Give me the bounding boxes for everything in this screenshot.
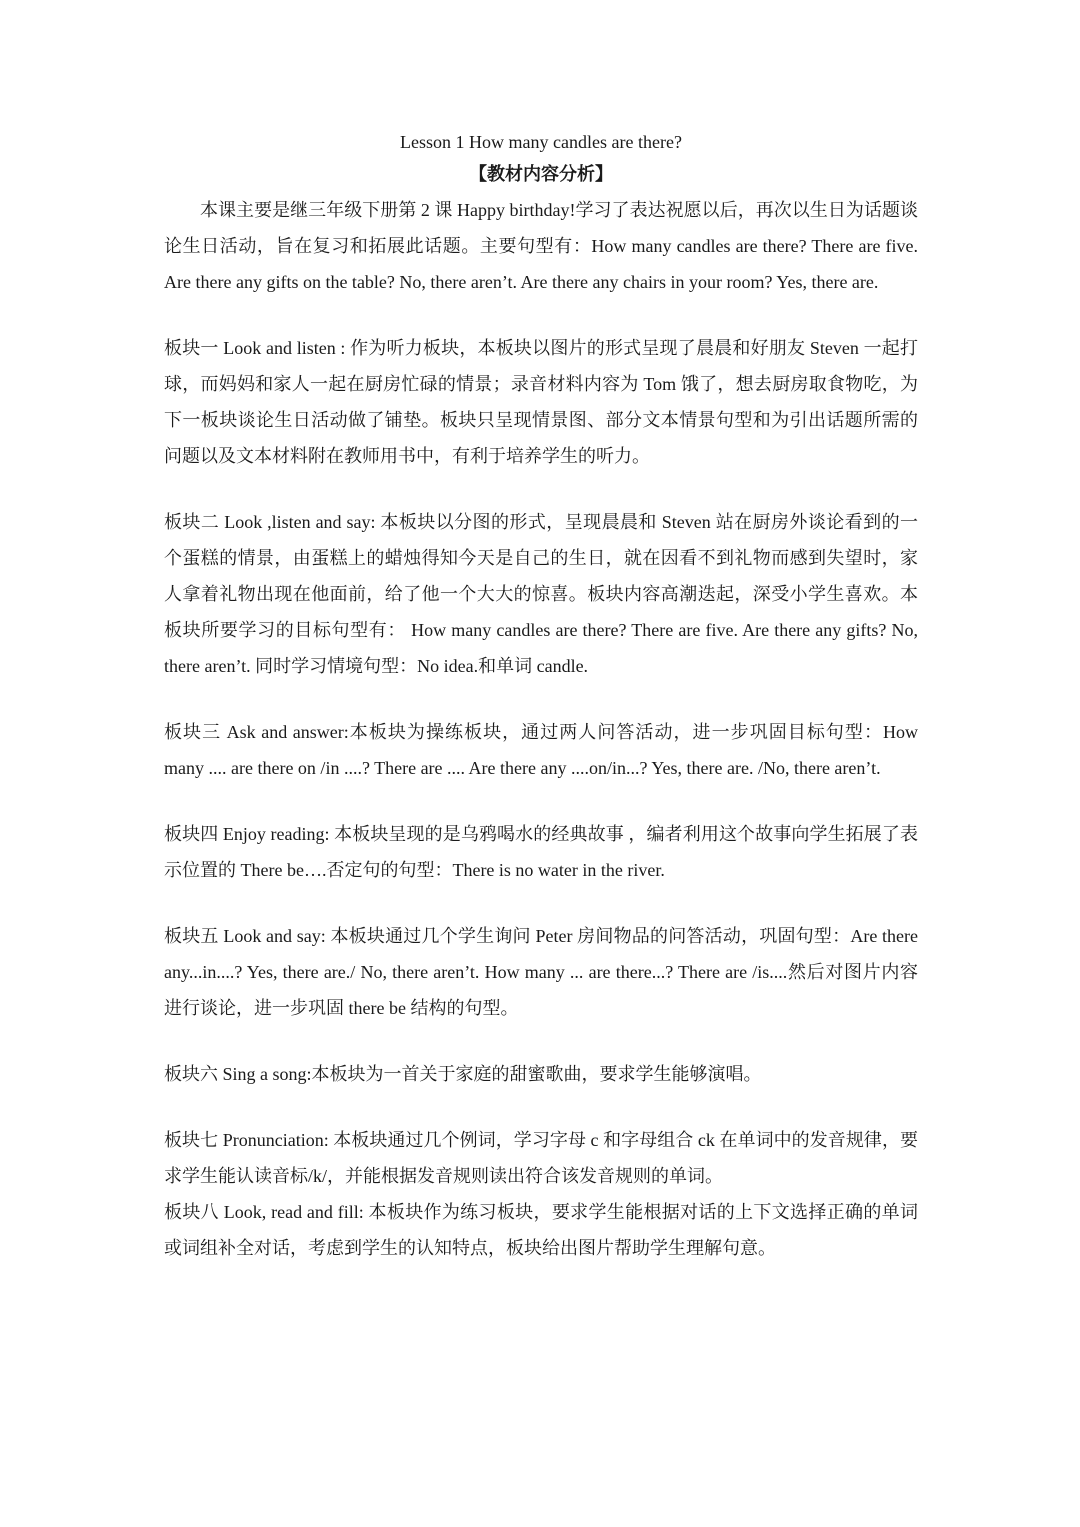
lesson-title: Lesson 1 How many candles are there? [400,132,682,152]
block-7-paragraph: 板块七 Pronunciation: 本板块通过几个例词，学习字母 c 和字母组合 ck 在单词中的发音规律，要求学生能认读音标/k/，并能根据发音规则读出符合该发音规则的单词。 [164,1130,918,1186]
block-5-paragraph: 板块五 Look and say: 本板块通过几个学生询问 Peter 房间物品的问答活动，巩固句型：Are there any...in....? Yes, there are./ No, there aren’t. How many ... are there...? There are /is....然后对图片内容进行谈论，进一步巩固 there be 结构的句型。 [164,926,918,1018]
block-3-paragraph: 板块三 Ask and answer:本板块为操练板块，通过两人问答活动，进一步巩固目标句型：How many .... are there on /in ....? There are .... Are there any ....on/in...? Yes, there are. /No, there aren’t. [164,722,918,778]
document-page [164,126,918,1266]
block-2-paragraph: 板块二 Look ,listen and say: 本板块以分图的形式，呈现晨晨和 Steven 站在厨房外谈论看到的一个蛋糕的情景，由蛋糕上的蜡烛得知今天是自己的生日，就在因看不到礼物而感到失望时，家人拿着礼物出现在他面前，给了他一个大大的惊喜。板块内容高潮迭起，深受小学生喜欢。本板块所要学习的目标句型有： How many candles are there? There are five. Are there any gifts? No, there aren’t. 同时学习情境句型：No idea.和单词 candle. [164,512,918,676]
block-1-paragraph: 板块一 Look and listen : 作为听力板块，本板块以图片的形式呈现了晨晨和好朋友 Steven 一起打球，而妈妈和家人一起在厨房忙碌的情景；录音材料内容为 Tom 饿了，想去厨房取食物吃，为下一板块谈论生日活动做了铺垫。板块只呈现情景图、部分文本情景句型和为引出话题所需的问题以及文本材料附在教师用书中，有利于培养学生的听力。 [164,338,918,466]
block-6-paragraph: 板块六 Sing a song:本板块为一首关于家庭的甜蜜歌曲，要求学生能够演唱。 [164,1064,762,1084]
section-heading: 【教材内容分析】 [469,164,613,184]
intro-paragraph: 本课主要是继三年级下册第 2 课 Happy birthday!学习了表达祝愿以后，再次以生日为话题谈论生日活动，旨在复习和拓展此话题。主要句型有：How many candles are there? There are five. Are there any gifts on the table? No, there aren’t. Are there any chairs in your room? Yes, there are. [164,200,918,292]
block-8-paragraph: 板块八 Look, read and fill: 本板块作为练习板块，要求学生能根据对话的上下文选择正确的单词或词组补全对话，考虑到学生的认知特点，板块给出图片帮助学生理解句意。 [164,1202,918,1258]
block-4-paragraph: 板块四 Enjoy reading: 本板块呈现的是乌鸦喝水的经典故事 ，编者利用这个故事向学生拓展了表示位置的 There be….否定句的句型：There is no water in the river. [164,824,918,880]
